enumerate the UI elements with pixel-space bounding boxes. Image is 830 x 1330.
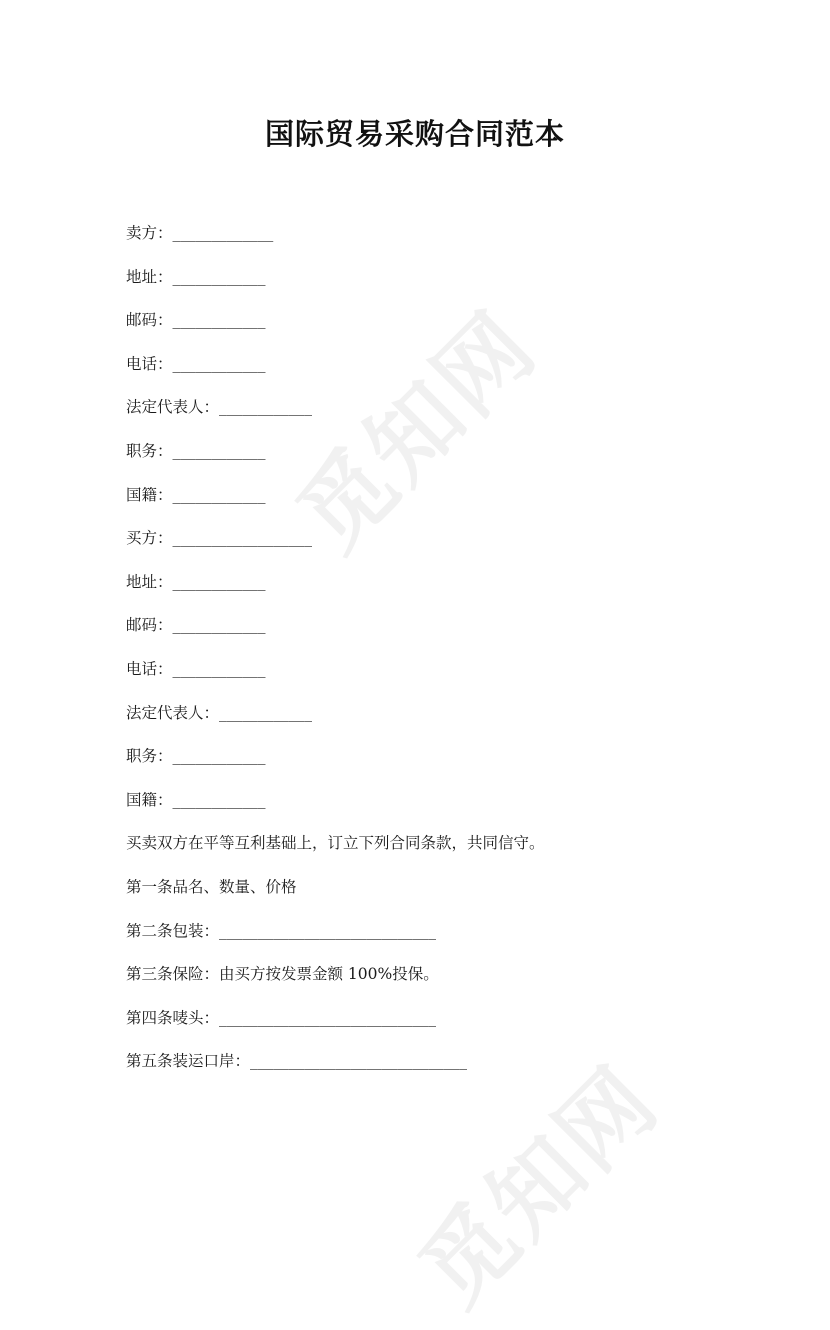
watermark: 觅知网 bbox=[399, 1046, 679, 1326]
buyer-legal-rep-field: 法定代表人：____________ bbox=[126, 703, 313, 722]
buyer-position-field: 职务：____________ bbox=[126, 747, 266, 766]
seller-position-field: 职务：____________ bbox=[126, 441, 266, 460]
seller-address-field: 地址：____________ bbox=[126, 267, 266, 286]
contract-body bbox=[126, 221, 746, 1093]
clause-4: 第四条唛头：____________________________ bbox=[126, 1008, 437, 1027]
buyer-nationality-field: 国籍：____________ bbox=[126, 790, 266, 809]
seller-phone-field: 电话：____________ bbox=[126, 354, 266, 373]
clause-1: 第一条品名、数量、价格 bbox=[126, 877, 297, 896]
buyer-phone-field: 电话：____________ bbox=[126, 659, 266, 678]
seller-nationality-field: 国籍：____________ bbox=[126, 485, 266, 504]
seller-legal-rep-field: 法定代表人：____________ bbox=[126, 398, 313, 417]
buyer-postcode-field: 邮码：____________ bbox=[126, 616, 266, 635]
seller-field: 卖方：_____________ bbox=[126, 224, 274, 242]
document-title: 国际贸易采购合同范本 bbox=[264, 117, 565, 151]
clause-5: 第五条装运口岸：____________________________ bbox=[126, 1052, 468, 1071]
clause-2: 第二条包装：____________________________ bbox=[126, 921, 437, 940]
clause-3: 第三条保险：由买方按发票金额 100%投保。 bbox=[126, 965, 439, 984]
watermark: 觅知网 bbox=[277, 291, 557, 571]
buyer-field: 买方：__________________ bbox=[126, 529, 313, 548]
buyer-address-field: 地址：____________ bbox=[126, 572, 266, 591]
seller-postcode-field: 邮码：____________ bbox=[126, 311, 266, 330]
agreement-statement: 买卖双方在平等互利基础上，订立下列合同条款，共同信守。 bbox=[126, 834, 545, 853]
